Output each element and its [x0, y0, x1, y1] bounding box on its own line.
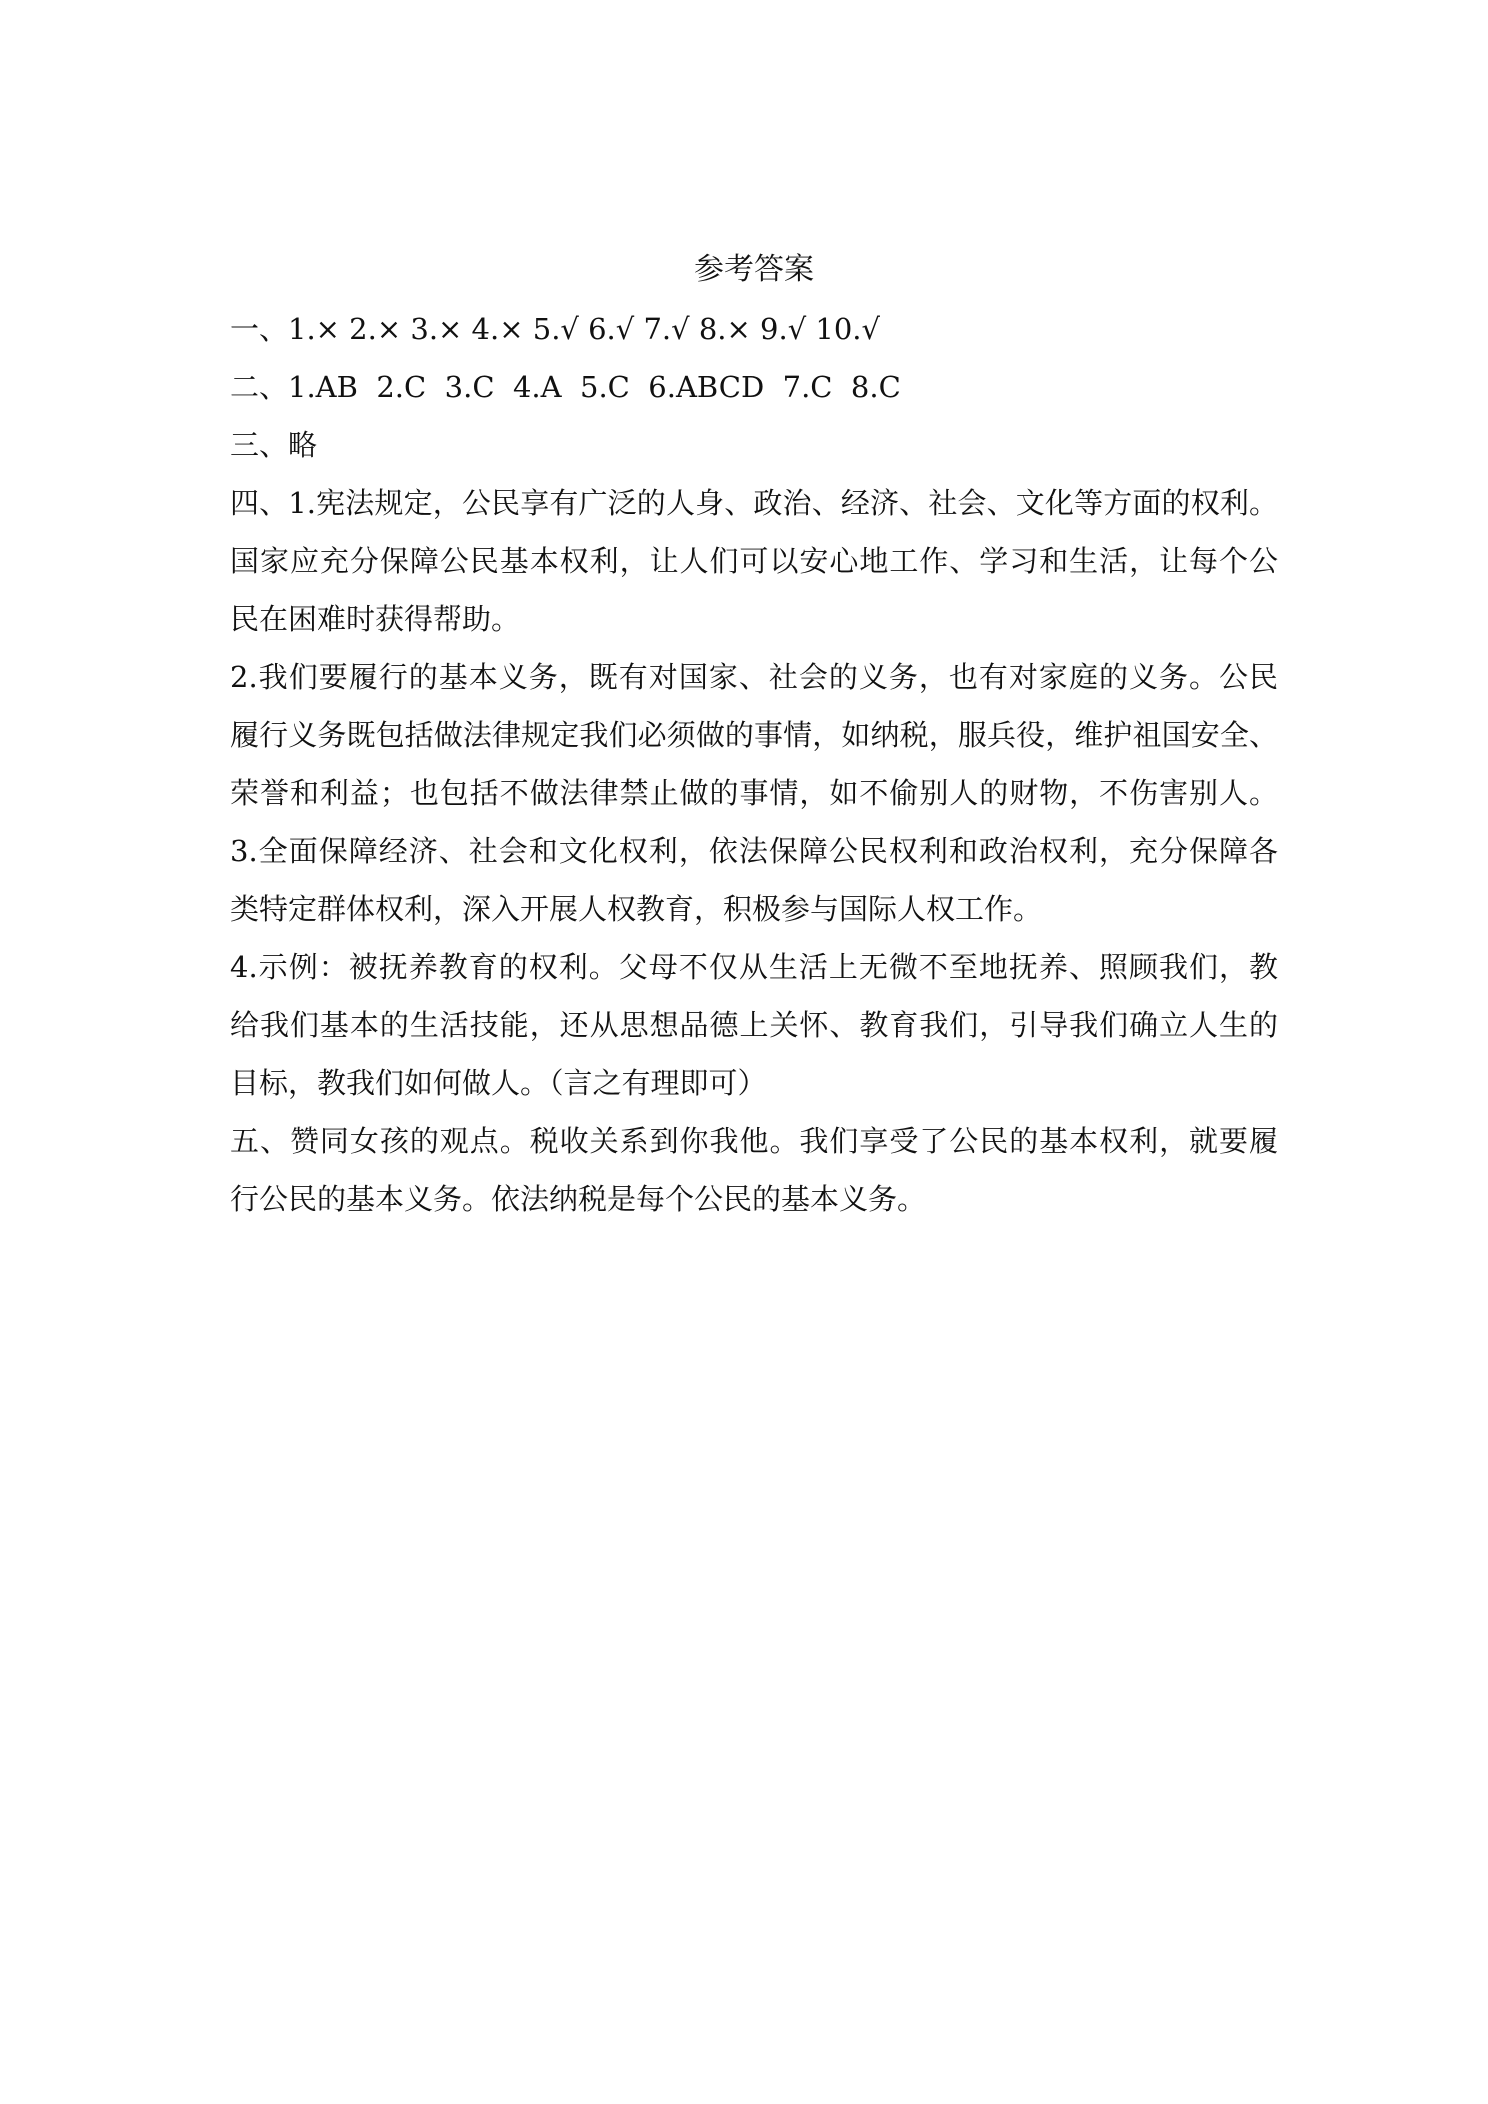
section-4-question-4: [230, 938, 1278, 1112]
section-3-answers: 三、略: [230, 428, 318, 462]
section-4-question-1: [230, 474, 1278, 648]
paragraph-line: 类特定群体权利，深入开展人权教育，积极参与国际人权工作。: [230, 892, 1043, 926]
paragraph-line: 民在困难时获得帮助。: [230, 602, 521, 636]
paragraph-line: 行公民的基本义务。依法纳税是每个公民的基本义务。: [230, 1182, 927, 1216]
paragraph-line: 国家应充分保障公民基本权利，让人们可以安心地工作、学习和生活，让每个公: [230, 544, 1278, 578]
paragraph-line: 2.我们要履行的基本义务，既有对国家、社会的义务，也有对家庭的义务。公民: [230, 660, 1278, 694]
paragraph-line: 3.全面保障经济、社会和文化权利，依法保障公民权利和政治权利，充分保障各: [230, 834, 1278, 868]
section-4-question-2: [230, 648, 1278, 822]
paragraph-line: 目标，教我们如何做人。（言之有理即可）: [230, 1066, 767, 1100]
paragraph-line: 四、1.宪法规定，公民享有广泛的人身、政治、经济、社会、文化等方面的权利。: [230, 486, 1278, 520]
section-2-answers: 二、1.AB 2.C 3.C 4.A 5.C 6.ABCD 7.C 8.C: [230, 370, 901, 404]
paragraph-line: 荣誉和利益；也包括不做法律禁止做的事情，如不偷别人的财物，不伤害别人。: [230, 776, 1278, 810]
section-5-answer: [230, 1112, 1278, 1228]
paragraph-line: 4.示例：被抚养教育的权利。父母不仅从生活上无微不至地抚养、照顾我们，教: [230, 950, 1278, 984]
section-4-question-3: [230, 822, 1278, 938]
paragraph-line: 五、赞同女孩的观点。税收关系到你我他。我们享受了公民的基本权利，就要履: [230, 1124, 1278, 1158]
answer-content: [230, 240, 1278, 1228]
section-1-answers: 一、1.× 2.× 3.× 4.× 5.√ 6.√ 7.√ 8.× 9.√ 10.√: [230, 312, 880, 346]
paragraph-line: 履行义务既包括做法律规定我们必须做的事情，如纳税，服兵役，维护祖国安全、: [230, 718, 1278, 752]
page-title: 参考答案: [694, 252, 814, 287]
paragraph-line: 给我们基本的生活技能，还从思想品德上关怀、教育我们，引导我们确立人生的: [230, 1008, 1278, 1042]
